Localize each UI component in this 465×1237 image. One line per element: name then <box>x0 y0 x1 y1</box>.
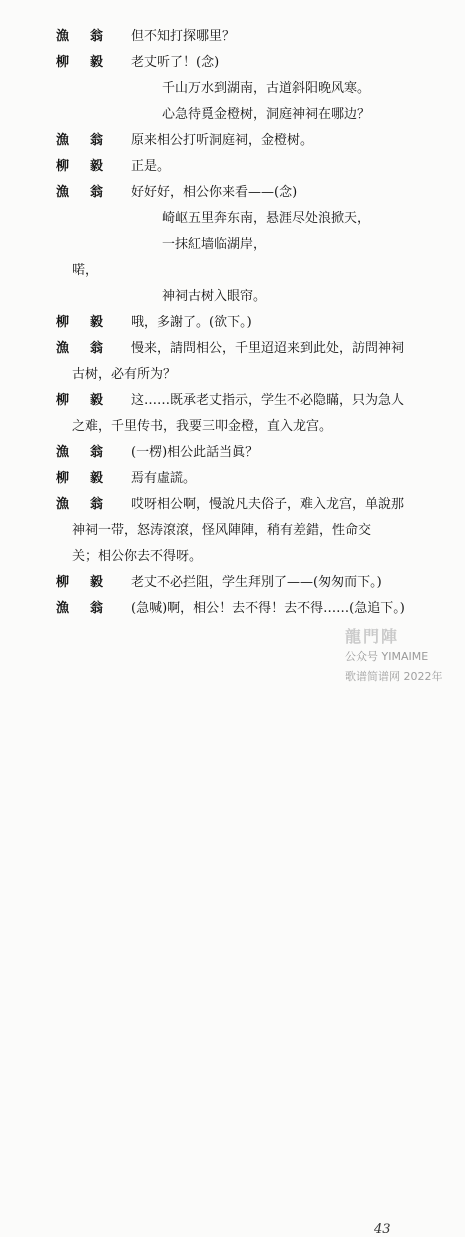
dialogue-text: 原来相公打听洞庭祠，金橙树。 <box>131 133 314 148</box>
speaker-name: 漁 翁 <box>56 133 108 148</box>
script-line <box>0 78 465 100</box>
dialogue-text: 慢来，請問相公，千里迢迢来到此处，訪問神祠 <box>131 341 405 356</box>
speaker-name: 漁 翁 <box>56 445 108 460</box>
script-line <box>0 130 465 152</box>
dialogue-text: 但不知打探哪里？ <box>131 29 236 44</box>
script-line <box>0 208 465 230</box>
watermark-logo: 龍門陣 <box>345 627 400 646</box>
continuation-text: 神祠一带，怒涛滾滾，怪风陣陣，稍有差錯，性命交 <box>72 523 372 538</box>
script-line <box>0 156 465 178</box>
speaker-name: 漁 翁 <box>56 601 108 616</box>
speaker-name: 柳 毅 <box>56 471 108 486</box>
speaker-name: 漁 翁 <box>56 29 108 44</box>
speaker-name: 漁 翁 <box>56 341 108 356</box>
speaker-name: 柳 毅 <box>56 315 108 330</box>
script-line <box>0 260 465 282</box>
dialogue-text: (急喊)啊，相公！去不得！去不得……(急追下。) <box>131 601 405 616</box>
verse-text: 千山万水到湖南，古道斜阳晚风寒。 <box>162 81 371 96</box>
speaker-name: 漁 翁 <box>56 185 108 200</box>
watermark <box>345 624 465 690</box>
dialogue-text: 老丈不必拦阻，学生拜別了——(匆匆而下。) <box>131 575 382 590</box>
continuation-text: 古树，必有所为？ <box>72 367 177 382</box>
script-line <box>0 390 465 412</box>
speaker-name: 柳 毅 <box>56 159 108 174</box>
page-number: 43 <box>374 1222 391 1237</box>
verse-text: 神祠古树入眼帘。 <box>162 289 267 304</box>
verse-text: 一抹紅墙临湖岸， <box>162 237 267 252</box>
script-line <box>0 520 465 542</box>
dialogue-text: 哎呀相公啊，慢說凡夫俗子，难入龙宫，单說那 <box>131 497 405 512</box>
script-line <box>0 286 465 308</box>
script-line <box>0 364 465 386</box>
dialogue-text: 正是。 <box>131 159 171 174</box>
speaker-name: 柳 毅 <box>56 393 108 408</box>
continuation-text: 之难，千里传书，我要三叩金橙，直入龙宫。 <box>72 419 333 434</box>
script-line <box>0 572 465 594</box>
script-line <box>0 234 465 256</box>
verse-text: 心急待覓金橙树，洞庭神祠在哪边？ <box>162 107 371 122</box>
dialogue-text: (一楞)相公此話当眞？ <box>131 445 259 460</box>
script-line <box>0 416 465 438</box>
dialogue-text: 这……既承老丈指示，学生不必隐瞞，只为急人 <box>131 393 405 408</box>
speaker-name: 柳 毅 <box>56 575 108 590</box>
dialogue-text: 哦，多謝了。(欲下。) <box>131 315 252 330</box>
speaker-name: 漁 翁 <box>56 497 108 512</box>
script-line <box>0 312 465 334</box>
dialogue-text: 好好好，相公你来看——(念) <box>131 185 298 200</box>
dialogue-text: 焉有虛謊。 <box>131 471 197 486</box>
script-line <box>0 338 465 360</box>
script-line <box>0 52 465 74</box>
script-line <box>0 104 465 126</box>
watermark-line-1: 公众号 YIMAIME <box>345 650 429 663</box>
script-line <box>0 546 465 568</box>
watermark-line-2: 歌谱简谱网 2022年 <box>345 670 443 683</box>
script-line <box>0 182 465 204</box>
continuation-text: 喏， <box>72 263 99 278</box>
continuation-text: 关；相公你去不得呀。 <box>72 549 203 564</box>
dialogue-text: 老丈听了！(念) <box>131 55 220 70</box>
script-line <box>0 26 465 48</box>
script-line <box>0 494 465 516</box>
verse-text: 崎岖五里奔东南，悬涯尽处浪掀天， <box>162 211 371 226</box>
script-line <box>0 442 465 464</box>
script-line <box>0 468 465 490</box>
speaker-name: 柳 毅 <box>56 55 108 70</box>
